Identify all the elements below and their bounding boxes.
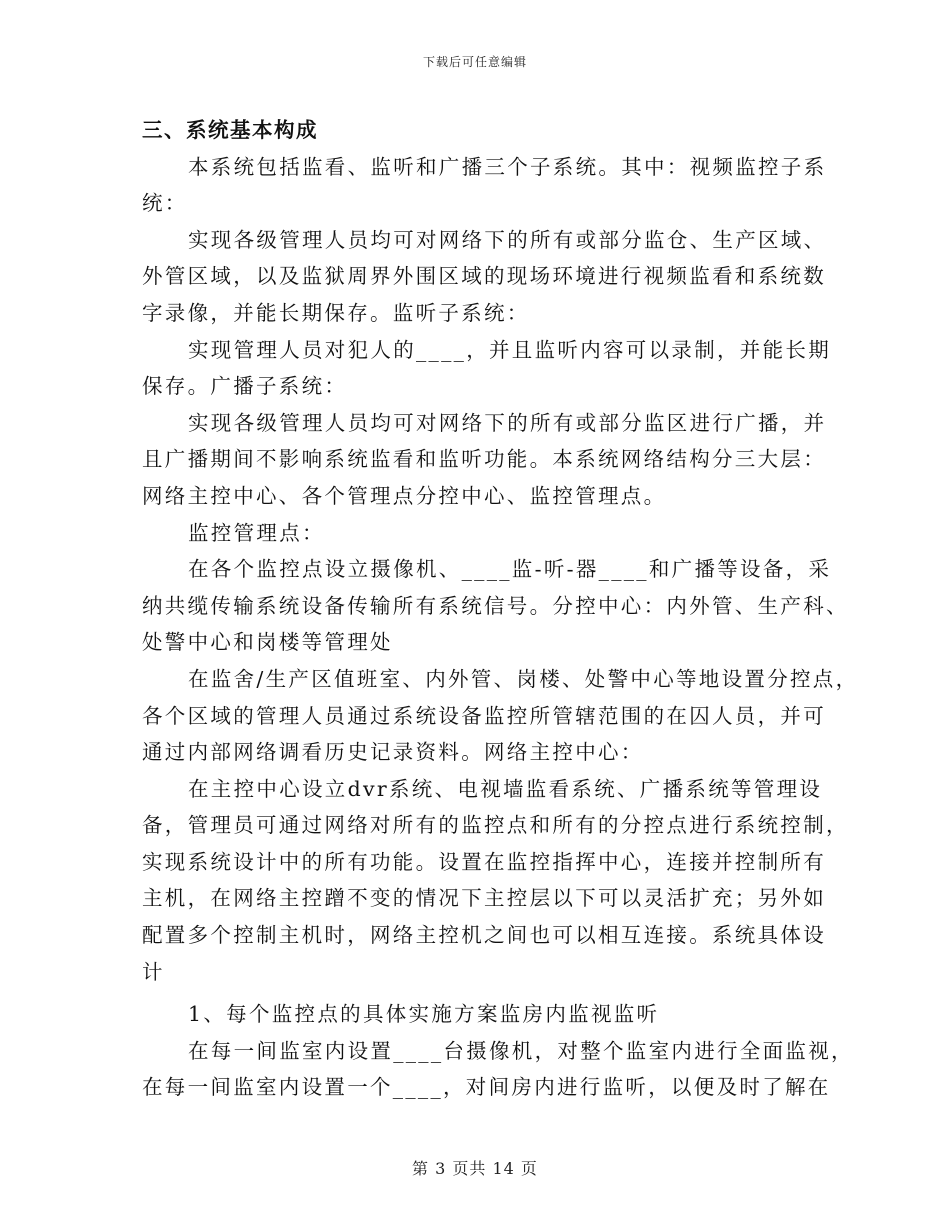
paragraph-line: 外管区域，以及监狱周界外围区域的现场环境进行视频监看和系统数 xyxy=(142,264,826,289)
page-header-note: 下载后可任意编辑 xyxy=(422,55,527,69)
paragraph-line: 在监舍/生产区值班室、内外管、岗楼、处警中心等地设置分控点， xyxy=(188,666,859,691)
paragraph-line: 实现管理人员对犯人的____，并且监听内容可以录制，并能长期 xyxy=(188,337,831,362)
paragraph-line: 实现各级管理人员均可对网络下的所有或部分监区进行广播，并 xyxy=(188,410,827,435)
paragraph-line: 在各个监控点设立摄像机、____监-听-器____和广播等设备，采 xyxy=(188,557,832,582)
paragraph-line: 保存。广播子系统： xyxy=(142,374,348,399)
paragraph-line: 在主控中心设立dvr系统、电视墙监看系统、广播系统等管理设 xyxy=(188,776,823,801)
paragraph-line: 计 xyxy=(142,959,165,984)
paragraph-line: 本系统包括监看、监听和广播三个子系统。其中：视频监控子系 xyxy=(188,154,827,179)
paragraph-line: 网络主控中心、各个管理点分控中心、监控管理点。 xyxy=(142,483,667,508)
paragraph-line: 实现系统设计中的所有功能。设置在监控指挥中心，连接并控制所有 xyxy=(142,849,826,874)
paragraph-line: 监控管理点： xyxy=(188,520,325,545)
page-number-footer: 第 3 页共 14 页 xyxy=(412,1159,538,1178)
paragraph-line: 备，管理员可通过网络对所有的监控点和所有的分控点进行系统控制， xyxy=(142,813,849,838)
paragraph-line: 在每一间监室内设置一个____，对间房内进行监听，以便及时了解在 xyxy=(142,1075,831,1100)
section-title: 三、系统基本构成 xyxy=(142,118,318,142)
paragraph-line: 配置多个控制主机时，网络主控机之间也可以相互连接。系统具体设 xyxy=(142,923,826,948)
document-body xyxy=(142,112,859,1106)
paragraph-line: 实现各级管理人员均可对网络下的所有或部分监仓、生产区域、 xyxy=(188,227,827,252)
paragraph-line: 在每一间监室内设置____台摄像机，对整个监室内进行全面监视， xyxy=(188,1038,854,1063)
subsection-title: 1、每个监控点的具体实施方案监房内监视监听 xyxy=(188,1002,660,1027)
paragraph-line: 字录像，并能长期保存。监听子系统： xyxy=(142,300,530,325)
paragraph-line: 且广播期间不影响系统监看和监听功能。本系统网络结构分三大层： xyxy=(142,447,826,472)
paragraph-line: 纳共缆传输系统设备传输所有系统信号。分控中心：内外管、生产科、 xyxy=(142,593,849,618)
paragraph-line: 各个区域的管理人员通过系统设备监控所管辖范围的在囚人员，并可 xyxy=(142,703,826,728)
paragraph-line: 统： xyxy=(142,191,188,216)
paragraph-line: 处警中心和岗楼等管理处 xyxy=(142,630,393,655)
paragraph-line: 主机，在网络主控蹭不变的情况下主控层以下可以灵活扩充；另外如 xyxy=(142,886,826,911)
paragraph-line: 通过内部网络调看历史记录资料。网络主控中心： xyxy=(142,740,644,765)
